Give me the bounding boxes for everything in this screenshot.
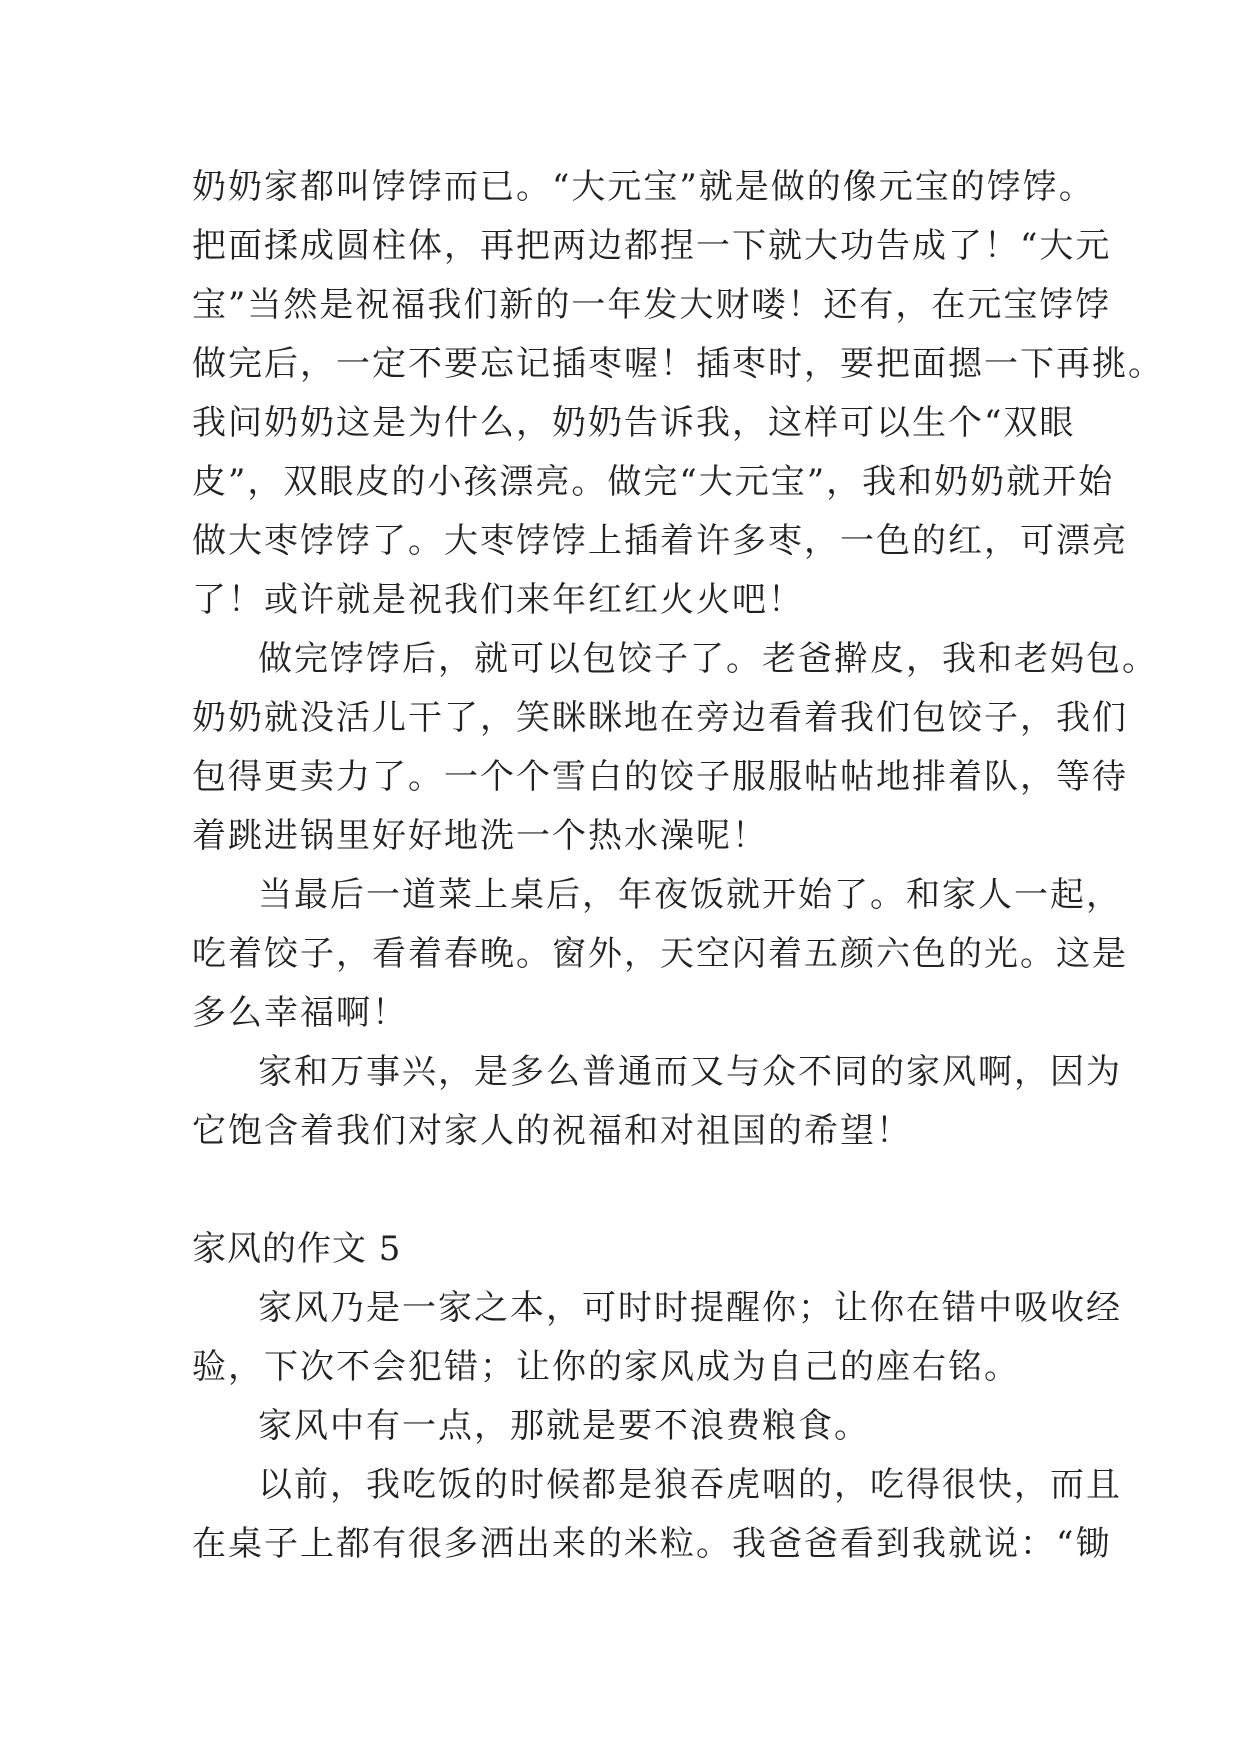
text-line: 把面揉成圆柱体，再把两边都捏一下就大功告成了！“大元 — [192, 226, 1112, 266]
text-line: 在桌子上都有很多洒出来的米粒。我爸爸看到我就说：“锄 — [192, 1524, 1112, 1564]
text-line: 奶奶就没活儿干了，笑眯眯地在旁边看着我们包饺子，我们 — [192, 698, 1128, 738]
paragraph-start-line: 家风乃是一家之本，可时时提醒你；让你在错中吸收经 — [258, 1288, 1122, 1328]
section-heading: 家风的作文 5 — [192, 1229, 402, 1269]
text-line: 奶奶家都叫饽饽而已。“大元宝”就是做的像元宝的饽饽。 — [192, 167, 1095, 207]
text-line: 着跳进锅里好好地洗一个热水澡呢！ — [192, 816, 768, 856]
text-line: 了！或许就是祝我们来年红红火火吧！ — [192, 580, 804, 620]
text-line: 验，下次不会犯错；让你的家风成为自己的座右铭。 — [192, 1347, 1020, 1387]
section-gap — [192, 1161, 1072, 1220]
text-line: 我问奶奶这是为什么，奶奶告诉我，这样可以生个“双眼 — [192, 403, 1076, 443]
paragraph-start-line: 做完饽饽后，就可以包饺子了。老爸擀皮，我和老妈包。 — [258, 639, 1158, 679]
text-line: 它饱含着我们对家人的祝福和对祖国的希望！ — [192, 1111, 912, 1151]
text-line: 吃着饺子，看着春晚。窗外，天空闪着五颜六色的光。这是 — [192, 934, 1128, 974]
text-line: 多么幸福啊！ — [192, 993, 408, 1033]
text-line: 做大枣饽饽了。大枣饽饽上插着许多枣，一色的红，可漂亮 — [192, 521, 1128, 561]
paragraph-start-line: 当最后一道菜上桌后，年夜饭就开始了。和家人一起， — [258, 875, 1122, 915]
paragraph-start-line: 家和万事兴，是多么普通而又与众不同的家风啊，因为 — [258, 1052, 1122, 1092]
text-line: 做完后，一定不要忘记插枣喔！插枣时，要把面摁一下再挑。 — [192, 344, 1164, 384]
essay-body — [192, 158, 1164, 1574]
paragraph-start-line: 以前，我吃饭的时候都是狼吞虎咽的，吃得很快，而且 — [258, 1465, 1122, 1505]
paragraph-start-line: 家风中有一点，那就是要不浪费粮食。 — [258, 1406, 870, 1446]
text-line: 皮”，双眼皮的小孩漂亮。做完“大元宝”，我和奶奶就开始 — [192, 462, 1115, 502]
text-line: 包得更卖力了。一个个雪白的饺子服服帖帖地排着队，等待 — [192, 757, 1128, 797]
text-line: 宝”当然是祝福我们新的一年发大财喽！还有，在元宝饽饽 — [192, 285, 1112, 325]
